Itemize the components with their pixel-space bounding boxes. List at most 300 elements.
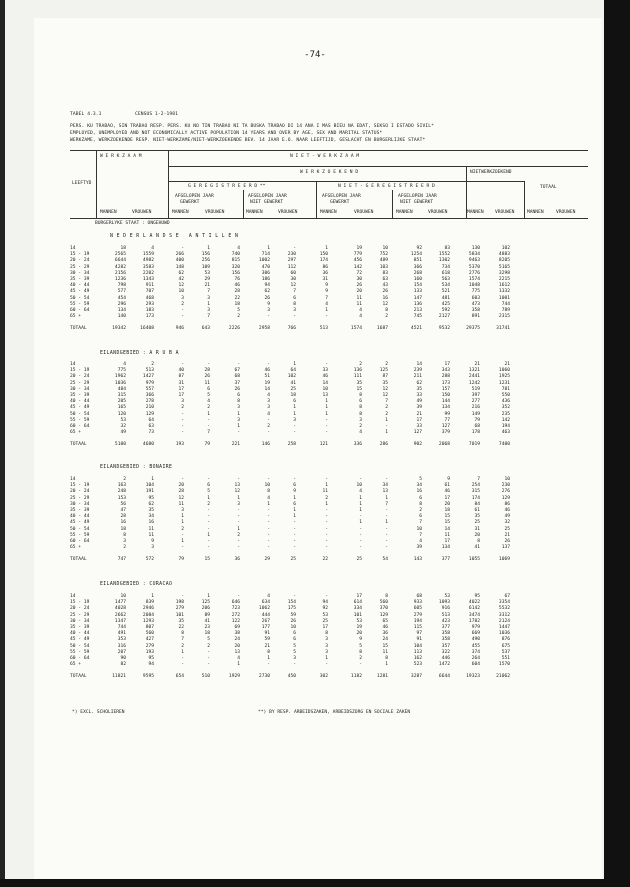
table-cell: - — [181, 532, 184, 538]
table-cell: 6644 — [438, 674, 450, 680]
table-cell: 8 — [267, 649, 270, 655]
table-cell: - — [181, 662, 184, 668]
table-cell: 946 — [175, 326, 184, 332]
table-cell: - — [359, 545, 362, 551]
table-cell: 8 — [181, 631, 184, 637]
table-cell: 807 — [145, 625, 154, 631]
table-cell: - — [207, 539, 210, 545]
table-cell: 22 — [178, 625, 184, 631]
table-cell: 13 — [382, 489, 388, 495]
page-number: -74- — [304, 50, 326, 60]
table-cell: 46 — [382, 625, 388, 631]
table-cell: 513 — [441, 612, 450, 618]
table-cell: 5 — [207, 489, 210, 495]
table-cell: 490 — [471, 637, 480, 643]
table-cell: 18 — [234, 301, 240, 307]
table-cell: 68 — [234, 374, 240, 380]
table-cell: 43 — [382, 283, 388, 289]
age-label: 50 - 54 — [70, 411, 90, 417]
section-title-antillen: N E D E R L A N D S E A N T I L L E N — [110, 234, 239, 239]
table-cell: 276 — [501, 489, 510, 495]
table-cell: 16 — [148, 520, 154, 526]
table-cell: 4022 — [468, 600, 480, 606]
table-cell: 1 — [325, 308, 328, 314]
table-cell: 2 — [385, 411, 388, 417]
table-cell: 446 — [441, 656, 450, 662]
table-cell: 142 — [353, 264, 362, 270]
header-werkzaam: W E R K Z A A M — [100, 154, 142, 159]
table-cell: 1559 — [142, 252, 154, 258]
table-cell: 293 — [145, 301, 154, 307]
total-row — [70, 555, 510, 565]
table-cell: 101 — [353, 612, 362, 618]
table-cell: 1 — [325, 399, 328, 405]
table-cell: - — [385, 545, 388, 551]
table-cell: - — [293, 477, 296, 482]
table-cell: 320 — [231, 264, 240, 270]
table-cell: 32 — [504, 520, 510, 526]
table-cell: 33 — [416, 424, 422, 430]
table-cell: 8 — [293, 301, 296, 307]
table-cell: 876 — [501, 637, 510, 643]
table-cell: 264 — [471, 656, 480, 662]
table-cell: 468 — [145, 295, 154, 301]
table-cell: 7 — [385, 399, 388, 405]
table-cell: 91 — [416, 637, 422, 643]
table-cell: 8 — [359, 393, 362, 399]
table-cell: 165 — [117, 405, 126, 411]
table-cell: 1069 — [498, 557, 510, 563]
table-cell: 1 — [325, 656, 328, 662]
table-cell: 9 — [293, 489, 296, 495]
table-cell: 256 — [201, 258, 210, 264]
table-cell: - — [181, 424, 184, 430]
table-cell: 1293 — [142, 618, 154, 624]
age-label: 25 - 29 — [70, 612, 90, 618]
table-cell: 53 — [356, 618, 362, 624]
table-cell: - — [207, 424, 210, 430]
table-cell: 183 — [145, 308, 154, 314]
age-label: 65 + — [70, 314, 82, 320]
table-cell: 205 — [117, 399, 126, 405]
table-cell: 374 — [471, 649, 480, 655]
age-label: 25 - 29 — [70, 380, 90, 386]
header-afgelopen-1: AFGELOPEN JAAR — [175, 194, 214, 199]
table-cell: - — [293, 662, 296, 668]
table-cell: - — [237, 539, 240, 545]
table-cell: 86 — [322, 264, 328, 270]
table-cell: 266 — [175, 252, 184, 258]
table-cell: - — [267, 314, 270, 320]
table-cell: 779 — [353, 252, 362, 258]
table-cell: 1574 — [468, 277, 480, 283]
table-cell: 21 — [204, 283, 210, 289]
table-cell: 31 — [178, 380, 184, 386]
table-cell: 1 — [207, 301, 210, 307]
table-cell: 11 — [322, 489, 328, 495]
table-cell: 1 — [385, 662, 388, 668]
table-cell: 1 — [267, 501, 270, 507]
table-cell: 17 — [444, 539, 450, 545]
table-cell: 839 — [145, 600, 154, 606]
age-label: 40 - 44 — [70, 631, 90, 637]
table-cell: 25 — [290, 386, 296, 392]
table-cell: 20 — [444, 501, 450, 507]
table-cell: 77 — [444, 417, 450, 423]
table-cell: 178 — [471, 430, 480, 436]
table-cell: - — [385, 477, 388, 482]
table-cell: 194 — [501, 424, 510, 430]
table-cell: 150 — [441, 393, 450, 399]
age-label: TOTAAL — [70, 674, 87, 680]
table-cell: 153 — [117, 495, 126, 501]
table-cell: 4 — [325, 301, 328, 307]
table-cell: 643 — [201, 326, 210, 332]
age-label: 14 — [70, 362, 76, 367]
table-cell: - — [385, 514, 388, 520]
table-cell: 8205 — [498, 258, 510, 264]
table-cell: 12 — [290, 283, 296, 289]
table-cell: 279 — [413, 612, 422, 618]
table-cell: 316 — [117, 643, 126, 649]
table-cell: 136 — [413, 301, 422, 307]
header-afgelopen-4: AFGELOPEN JAAR — [398, 194, 437, 199]
table-cell: 1477 — [114, 600, 126, 606]
table-cell: 4 — [359, 430, 362, 436]
table-cell: - — [267, 662, 270, 668]
table-cell: 87 — [382, 374, 388, 380]
data-table-aruba — [70, 362, 510, 450]
age-label: 35 - 39 — [70, 277, 90, 283]
table-cell: 26 — [234, 386, 240, 392]
table-cell: 34 — [416, 483, 422, 489]
data-table-bonaire — [70, 477, 510, 565]
table-cell: 21 — [474, 362, 480, 367]
table-cell: 4 — [123, 362, 126, 367]
table-cell: 2958 — [258, 326, 270, 332]
table-cell: - — [237, 477, 240, 482]
age-label: TOTAAL — [70, 326, 87, 332]
table-cell: 19323 — [466, 674, 480, 680]
table-cell: 1231 — [498, 380, 510, 386]
table-cell: 35 — [382, 380, 388, 386]
table-cell: 1281 — [376, 674, 388, 680]
table-cell: 513 — [319, 326, 328, 332]
total-row — [70, 672, 510, 682]
table-cell: 20 — [234, 643, 240, 649]
age-label: 55 - 59 — [70, 532, 90, 538]
header-vrouwen-7: VROUWEN — [556, 210, 576, 215]
table-cell: 160 — [413, 277, 422, 283]
table-cell: 6 — [207, 386, 210, 392]
table-cell: 3 — [267, 308, 270, 314]
table-cell: 83 — [382, 270, 388, 276]
table-cell: 286 — [379, 442, 388, 448]
table-cell: 9 — [359, 637, 362, 643]
table-cell: 1 — [207, 495, 210, 501]
table-cell: 4883 — [498, 252, 510, 258]
footnote-left: *) EXCL. SCHOLIEREN — [72, 710, 125, 715]
table-cell: 95 — [148, 656, 154, 662]
table-cell: 94 — [264, 283, 270, 289]
header-vrouwen-4: VROUWEN — [354, 210, 374, 215]
table-cell: 605 — [413, 606, 422, 612]
table-cell: - — [293, 532, 296, 538]
table-cell: 1472 — [438, 662, 450, 668]
table-cell: 61 — [444, 483, 450, 489]
header-mannen-5: MANNEN — [396, 210, 413, 215]
table-cell: 46 — [322, 374, 328, 380]
table-cell: 400 — [175, 258, 184, 264]
table-cell: 740 — [231, 252, 240, 258]
table-row — [70, 430, 510, 436]
age-label: 60 - 64 — [70, 308, 90, 314]
table-cell: 28 — [120, 514, 126, 520]
table-cell: 4 — [151, 246, 154, 251]
table-cell: - — [267, 514, 270, 520]
footnote-right: **) BY RESP. ARBEIDSZAKEN, ARBEIDSZORG EN SOCIALE ZAKEN — [258, 710, 411, 715]
table-cell: 1427 — [142, 374, 154, 380]
table-cell: 112 — [287, 264, 296, 270]
table-cell: 5834 — [468, 252, 480, 258]
header-mannen-7: MANNEN — [527, 210, 544, 215]
age-label: 50 - 54 — [70, 295, 90, 301]
table-cell: - — [325, 314, 328, 320]
table-cell: 9 — [325, 289, 328, 295]
table-cell: 577 — [117, 289, 126, 295]
table-cell: 4 — [359, 489, 362, 495]
table-cell: 3 — [293, 308, 296, 314]
table-cell: 2662 — [114, 612, 126, 618]
table-cell: 572 — [145, 557, 154, 563]
table-cell: 9532 — [438, 326, 450, 332]
table-cell: 25 — [290, 557, 296, 563]
table-cell: 2565 — [114, 252, 126, 258]
table-cell: 8 — [477, 539, 480, 545]
table-cell: 2215 — [498, 277, 510, 283]
table-cell: 102 — [501, 246, 510, 251]
table-cell: 851 — [413, 258, 422, 264]
table-cell: 2 — [325, 495, 328, 501]
table-cell: 18 — [120, 246, 126, 251]
age-label: TOTAAL — [70, 442, 87, 448]
table-cell: 10 — [178, 289, 184, 295]
table-cell: 157 — [441, 386, 450, 392]
table-cell: - — [293, 526, 296, 532]
table-cell: 1002 — [258, 258, 270, 264]
table-cell: 2 — [237, 314, 240, 320]
table-cell: - — [325, 526, 328, 532]
table-cell: 2068 — [438, 442, 450, 448]
table-cell: 109 — [201, 264, 210, 270]
table-cell: 194 — [413, 618, 422, 624]
table-cell: - — [385, 508, 388, 514]
table-cell: 127 — [441, 424, 450, 430]
table-cell: 2226 — [228, 326, 240, 332]
table-cell: 560 — [145, 631, 154, 637]
table-cell: 1 — [325, 483, 328, 489]
table-cell: 6142 — [468, 606, 480, 612]
table-cell: 62 — [264, 289, 270, 295]
table-cell: 9 — [267, 301, 270, 307]
table-cell: 64 — [290, 368, 296, 374]
table-cell: 519 — [471, 386, 480, 392]
table-cell: 35 — [178, 618, 184, 624]
table-cell: 21062 — [496, 674, 510, 680]
table-cell: 5 — [293, 649, 296, 655]
table-cell: 62 — [178, 270, 184, 276]
age-label: 14 — [70, 477, 76, 482]
table-cell: 91 — [264, 631, 270, 637]
table-cell: 3 — [181, 508, 184, 514]
table-cell: 7 — [325, 295, 328, 301]
table-cell: 18 — [290, 393, 296, 399]
table-cell: 534 — [441, 283, 450, 289]
table-cell: 288 — [441, 374, 450, 380]
table-cell: 1048 — [468, 283, 480, 289]
table-cell: 10 — [322, 386, 328, 392]
table-cell: 5165 — [498, 264, 510, 270]
table-cell: - — [181, 656, 184, 662]
age-label: 50 - 54 — [70, 643, 90, 649]
table-cell: 3298 — [498, 270, 510, 276]
table-cell: 278 — [145, 399, 154, 405]
table-cell: 5 — [207, 637, 210, 643]
table-cell: 714 — [261, 252, 270, 258]
table-cell: 3 — [267, 405, 270, 411]
table-cell: 2 — [419, 508, 422, 514]
table-cell: 4 — [267, 495, 270, 501]
table-cell: 379 — [441, 430, 450, 436]
table-cell: 2 — [385, 405, 388, 411]
table-cell: - — [181, 411, 184, 417]
table-cell: 17 — [178, 393, 184, 399]
table-cell: - — [325, 594, 328, 599]
table-cell: 463 — [501, 430, 510, 436]
table-cell: - — [325, 545, 328, 551]
table-cell: 9 — [151, 539, 154, 545]
table-cell: 1 — [293, 362, 296, 367]
table-cell: - — [325, 508, 328, 514]
table-cell: - — [325, 520, 328, 526]
table-cell: - — [267, 508, 270, 514]
table-cell: 79 — [178, 557, 184, 563]
table-cell: 550 — [501, 393, 510, 399]
table-cell: - — [207, 520, 210, 526]
table-cell: 8 — [419, 501, 422, 507]
table-cell: 12 — [234, 489, 240, 495]
table-cell: 47 — [120, 508, 126, 514]
age-label: 45 - 49 — [70, 637, 90, 643]
table-cell: 156 — [231, 270, 240, 276]
table-cell: 2 — [123, 545, 126, 551]
table-cell: 149 — [471, 411, 480, 417]
table-cell: 40 — [178, 368, 184, 374]
table-cell: 646 — [231, 600, 240, 606]
table-cell: 173 — [145, 314, 154, 320]
table-cell: - — [237, 514, 240, 520]
table-cell: 28 — [178, 489, 184, 495]
table-cell: 473 — [471, 301, 480, 307]
table-cell: 2441 — [468, 374, 480, 380]
table-cell: 2124 — [498, 618, 510, 624]
table-cell: 4 — [267, 393, 270, 399]
table-cell: 129 — [501, 495, 510, 501]
table-cell: 315 — [471, 489, 480, 495]
table-cell: 3354 — [498, 600, 510, 606]
table-cell: - — [385, 424, 388, 430]
table-cell: 1 — [359, 508, 362, 514]
table-cell: 5 — [419, 477, 422, 482]
table-cell: 29 — [204, 277, 210, 283]
table-cell: 14 — [264, 386, 270, 392]
table-cell: 6 — [293, 501, 296, 507]
table-cell: 3287 — [410, 674, 422, 680]
table-cell: - — [207, 514, 210, 520]
table-cell: - — [267, 477, 270, 482]
age-label: 55 - 59 — [70, 301, 90, 307]
table-cell: 357 — [441, 643, 450, 649]
table-cell: 557 — [145, 386, 154, 392]
table-cell: 129 — [145, 411, 154, 417]
table-cell: 1 — [151, 594, 154, 599]
table-cell: - — [267, 417, 270, 423]
table-cell: 4 — [237, 656, 240, 662]
table-cell: 22 — [234, 295, 240, 301]
table-cell: 18 — [444, 508, 450, 514]
table-cell: 3 — [237, 501, 240, 507]
table-cell: 634 — [261, 600, 270, 606]
table-cell: 377 — [441, 625, 450, 631]
table-row — [70, 314, 510, 320]
table-cell: 1 — [267, 656, 270, 662]
table-cell: 604 — [471, 662, 480, 668]
table-cell: 5370 — [468, 264, 480, 270]
table-cell: 7 — [419, 520, 422, 526]
table-cell: 134 — [441, 405, 450, 411]
table-cell: 1 — [237, 526, 240, 532]
table-cell: 17 — [416, 417, 422, 423]
table-cell: 3 — [293, 417, 296, 423]
table-cell: 1036 — [114, 380, 126, 386]
table-cell: 1 — [207, 594, 210, 599]
table-cell: 31 — [474, 526, 480, 532]
table-cell: 2 — [207, 501, 210, 507]
table-cell: - — [325, 424, 328, 430]
table-cell: 1782 — [468, 618, 480, 624]
table-cell: 10 — [356, 483, 362, 489]
table-cell: 140 — [117, 314, 126, 320]
table-cell: 9 — [325, 283, 328, 289]
table-cell: 26 — [356, 283, 362, 289]
table-cell: 6 — [293, 295, 296, 301]
table-cell: 358 — [441, 631, 450, 637]
table-cell: - — [267, 532, 270, 538]
table-cell: 68 — [474, 424, 480, 430]
table-cell: 15 — [382, 643, 388, 649]
table-cell: 2730 — [258, 674, 270, 680]
table-cell: 7 — [293, 289, 296, 295]
table-cell: 49 — [416, 399, 422, 405]
table-cell: 150 — [319, 252, 328, 258]
table-cell: 675 — [501, 643, 510, 649]
section-title-bonaire: EILANDGEBIED : BONAIRE — [100, 465, 173, 470]
table-cell: 766 — [287, 326, 296, 332]
table-cell: 450 — [287, 674, 296, 680]
table-cell: 1 — [181, 539, 184, 545]
data-table-curacao — [70, 594, 510, 682]
table-cell: 16408 — [140, 326, 154, 332]
